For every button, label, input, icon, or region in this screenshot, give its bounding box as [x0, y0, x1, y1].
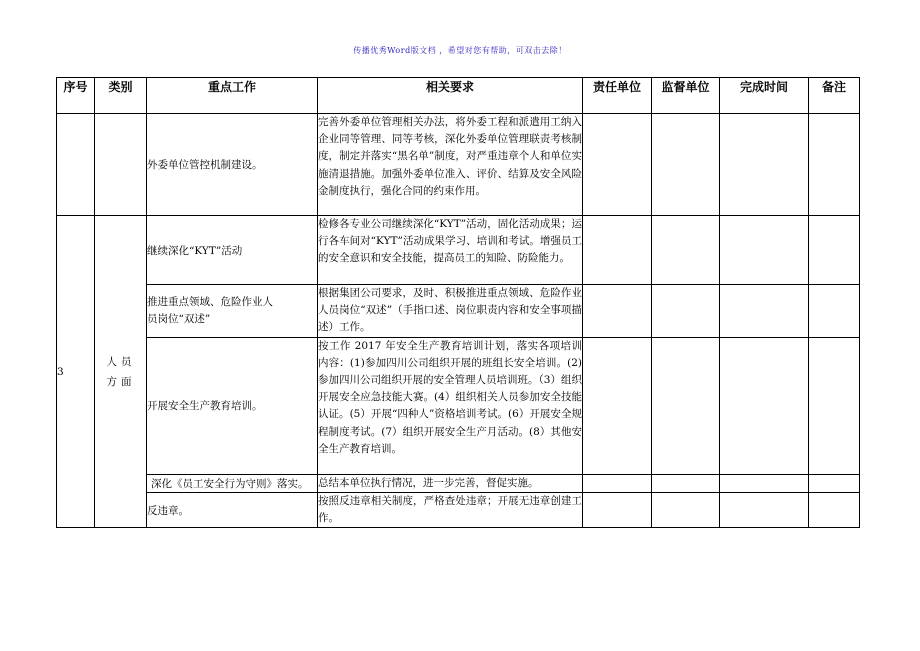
- deadline-cell: [720, 337, 809, 474]
- seq-cell: [57, 114, 95, 216]
- key-work-cell: 深化《员工安全行为守则》落实。: [147, 474, 318, 492]
- key-work-cell: 开展安全生产教育培训。: [147, 337, 318, 474]
- deadline-cell: [720, 114, 809, 216]
- responsible-cell: [583, 474, 652, 492]
- supervisor-cell: [652, 216, 720, 285]
- table-row: [57, 216, 860, 285]
- requirements-cell: 按工作 2017 年安全生产教育培训计划，落实各项培训内容：(1)参加四川公司组织开展的班组长安全培训。(2)参加四川公司组织开展的安全管理人员培训班。（3）组织开展安全应急技能大赛。(4）组织相关人员参加安全技能认证。(5）开展“四种人”资格培训考试。(6）开展安全规程制度考试。(7）组织开展安全生产月活动。(8）其他安全生产教育培训。: [318, 337, 583, 474]
- remarks-cell: [809, 114, 860, 216]
- safety-work-plan-table: [56, 77, 860, 528]
- table-row: [57, 474, 860, 492]
- table-row: [57, 492, 860, 527]
- header-key-work: 重点工作: [147, 78, 318, 114]
- responsible-cell: [583, 492, 652, 527]
- requirements-cell: 总结本单位执行情况，进一步完善，督促实施。: [318, 474, 583, 492]
- key-work-cell: 继续深化“KYT”活动: [147, 216, 318, 285]
- deadline-cell: [720, 474, 809, 492]
- key-work-cell: 外委单位管控机制建设。: [147, 114, 318, 216]
- header-deadline: 完成时间: [720, 78, 809, 114]
- header-row: [57, 78, 860, 114]
- remarks-cell: [809, 492, 860, 527]
- header-category: 类别: [95, 78, 147, 114]
- key-work-cell: 推进重点领域、危险作业人员岗位“双述”: [147, 285, 318, 338]
- header-responsible-unit: 责任单位: [583, 78, 652, 114]
- requirements-cell: 按照反违章相关制度，严格查处违章；开展无违章创建工作。: [318, 492, 583, 527]
- responsible-cell: [583, 216, 652, 285]
- remarks-cell: [809, 337, 860, 474]
- header-requirements: 相关要求: [318, 78, 583, 114]
- requirements-cell: 根据集团公司要求，及时、积极推进重点领域、危险作业人员岗位“双述”（手指口述、岗位职责内容和安全事项描述）工作。: [318, 285, 583, 338]
- table-row: [57, 114, 860, 216]
- supervisor-cell: [652, 474, 720, 492]
- category-cell: [95, 114, 147, 216]
- supervisor-cell: [652, 285, 720, 338]
- responsible-cell: [583, 285, 652, 338]
- deadline-cell: [720, 492, 809, 527]
- responsible-cell: [583, 337, 652, 474]
- table-row: [57, 337, 860, 474]
- requirements-cell: 检修各专业公司继续深化“KYT”活动，固化活动成果；运行各车间对“KYT”活动成果学习、培训和考试。增强员工的安全意识和安全技能，提高员工的知险、防险能力。: [318, 216, 583, 285]
- table-row: [57, 285, 860, 338]
- group-category-label: 人员方面: [106, 355, 136, 388]
- header-supervisor-unit: 监督单位: [652, 78, 720, 114]
- requirements-cell: 完善外委单位管理相关办法，将外委工程和派遣用工纳入企业同等管理、同等考核，深化外委单位管理联责考核制度，制定并落实“黑名单”制度，对严重违章个人和单位实施清退措施。加强外委单位准入、评价、结算及安全风险金制度执行，强化合同的约束作用。: [318, 114, 583, 216]
- watermark-text: 传播优秀Word版文档 ，希望对您有帮助，可双击去除！: [353, 46, 567, 55]
- supervisor-cell: [652, 114, 720, 216]
- supervisor-cell: [652, 492, 720, 527]
- deadline-cell: [720, 285, 809, 338]
- deadline-cell: [720, 216, 809, 285]
- remarks-cell: [809, 285, 860, 338]
- remarks-cell: [809, 474, 860, 492]
- group-seq-cell: 3: [57, 216, 95, 528]
- key-work-cell: 反违章。: [147, 492, 318, 527]
- group-category-cell: [95, 216, 147, 528]
- supervisor-cell: [652, 337, 720, 474]
- remarks-cell: [809, 216, 860, 285]
- header-seq: 序号: [57, 78, 95, 114]
- responsible-cell: [583, 114, 652, 216]
- header-remarks: 备注: [809, 78, 860, 114]
